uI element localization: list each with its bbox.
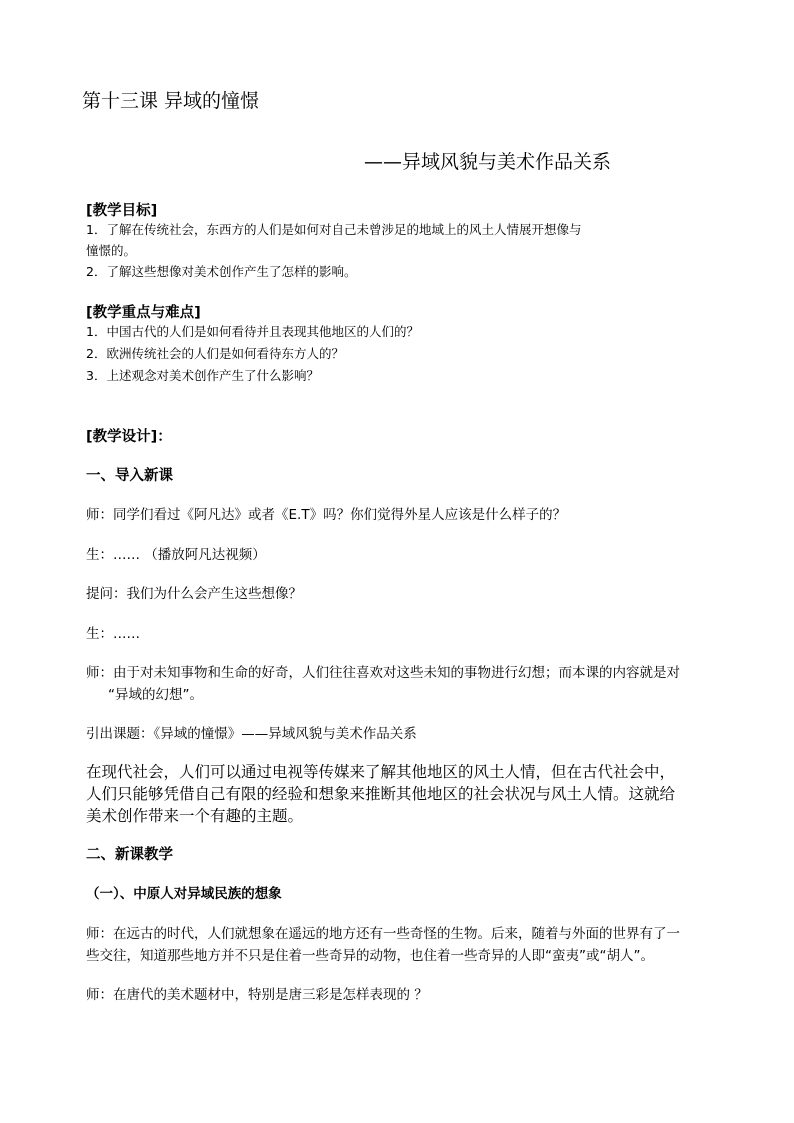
lesson-title: 第十三课 异域的憧憬	[82, 90, 260, 112]
part1-paragraph-5-line-1: 师：由于对未知事物和生命的好奇，人们往往喜欢对这些未知的事物进行幻想；而本课的内容就是对	[86, 665, 680, 681]
objective-item-2: 2．了解这些想像对美术创作产生了怎样的影响。	[86, 264, 357, 279]
part1-paragraph-7-line-3: 美术创作带来一个有趣的主题。	[86, 807, 304, 825]
part1-paragraph-5-line-2: “异域的幻想”。	[108, 687, 203, 703]
part1-paragraph-4: 生：……	[86, 626, 140, 642]
design-heading: [教学设计]：	[86, 429, 172, 445]
objective-item-1-line-2: 憧憬的。	[86, 243, 137, 258]
part2-paragraph-1-line-2: 些交往，知道那些地方并不只是住着一些奇异的动物，也住着一些奇异的人即“蛮夷”或“胡人”。	[86, 948, 654, 964]
part1-paragraph-6: 引出课题：《异域的憧憬》——异域风貌与美术作品关系	[86, 726, 417, 742]
part1-paragraph-7-line-2: 人们只能够凭借自己有限的经验和想象来推断其他地区的社会状况与风土人情。这就给	[86, 785, 676, 803]
part2-heading: 二、新课教学	[86, 847, 173, 863]
lesson-subtitle: ——异域风貌与美术作品关系	[364, 151, 612, 173]
part1-heading: 一、导入新课	[86, 468, 173, 484]
part2-subheading-1: （一）、中原人对异域民族的想象	[86, 886, 282, 902]
part2-paragraph-2: 师：在唐代的美术题材中，特别是唐三彩是怎样表现的 ？	[86, 987, 428, 1003]
keypoint-item-2: 2．欧洲传统社会的人们是如何看待东方人的？	[86, 346, 344, 361]
keypoint-item-1: 1．中国古代的人们是如何看待并且表现其他地区的人们的？	[86, 324, 419, 339]
part1-paragraph-3: 提问：我们为什么会产生这些想像？	[86, 586, 302, 602]
objective-item-1-line-1: 1．了解在传统社会，东西方的人们是如何对自己未曾涉足的地域上的风土人情展开想像与	[86, 222, 582, 237]
keypoint-item-3: 3．上述观念对美术创作产生了什么影响？	[86, 368, 319, 383]
part1-paragraph-1: 师：同学们看过《阿凡达》或者《E.T》吗？你们觉得外星人应该是什么样子的？	[86, 507, 567, 523]
part2-paragraph-1-line-1: 师：在远古的时代，人们就想象在遥远的地方还有一些奇怪的生物。后来，随着与外面的世界有了一	[86, 926, 680, 942]
part1-paragraph-7-line-1: 在现代社会，人们可以通过电视等传媒来了解其他地区的风土人情，但在古代社会中，	[86, 763, 676, 781]
objectives-heading: [教学目标]	[86, 203, 158, 219]
keypoints-heading: [教学重点与难点]	[86, 305, 201, 321]
part1-paragraph-2: 生：…… （播放阿凡达视频）	[86, 547, 266, 563]
